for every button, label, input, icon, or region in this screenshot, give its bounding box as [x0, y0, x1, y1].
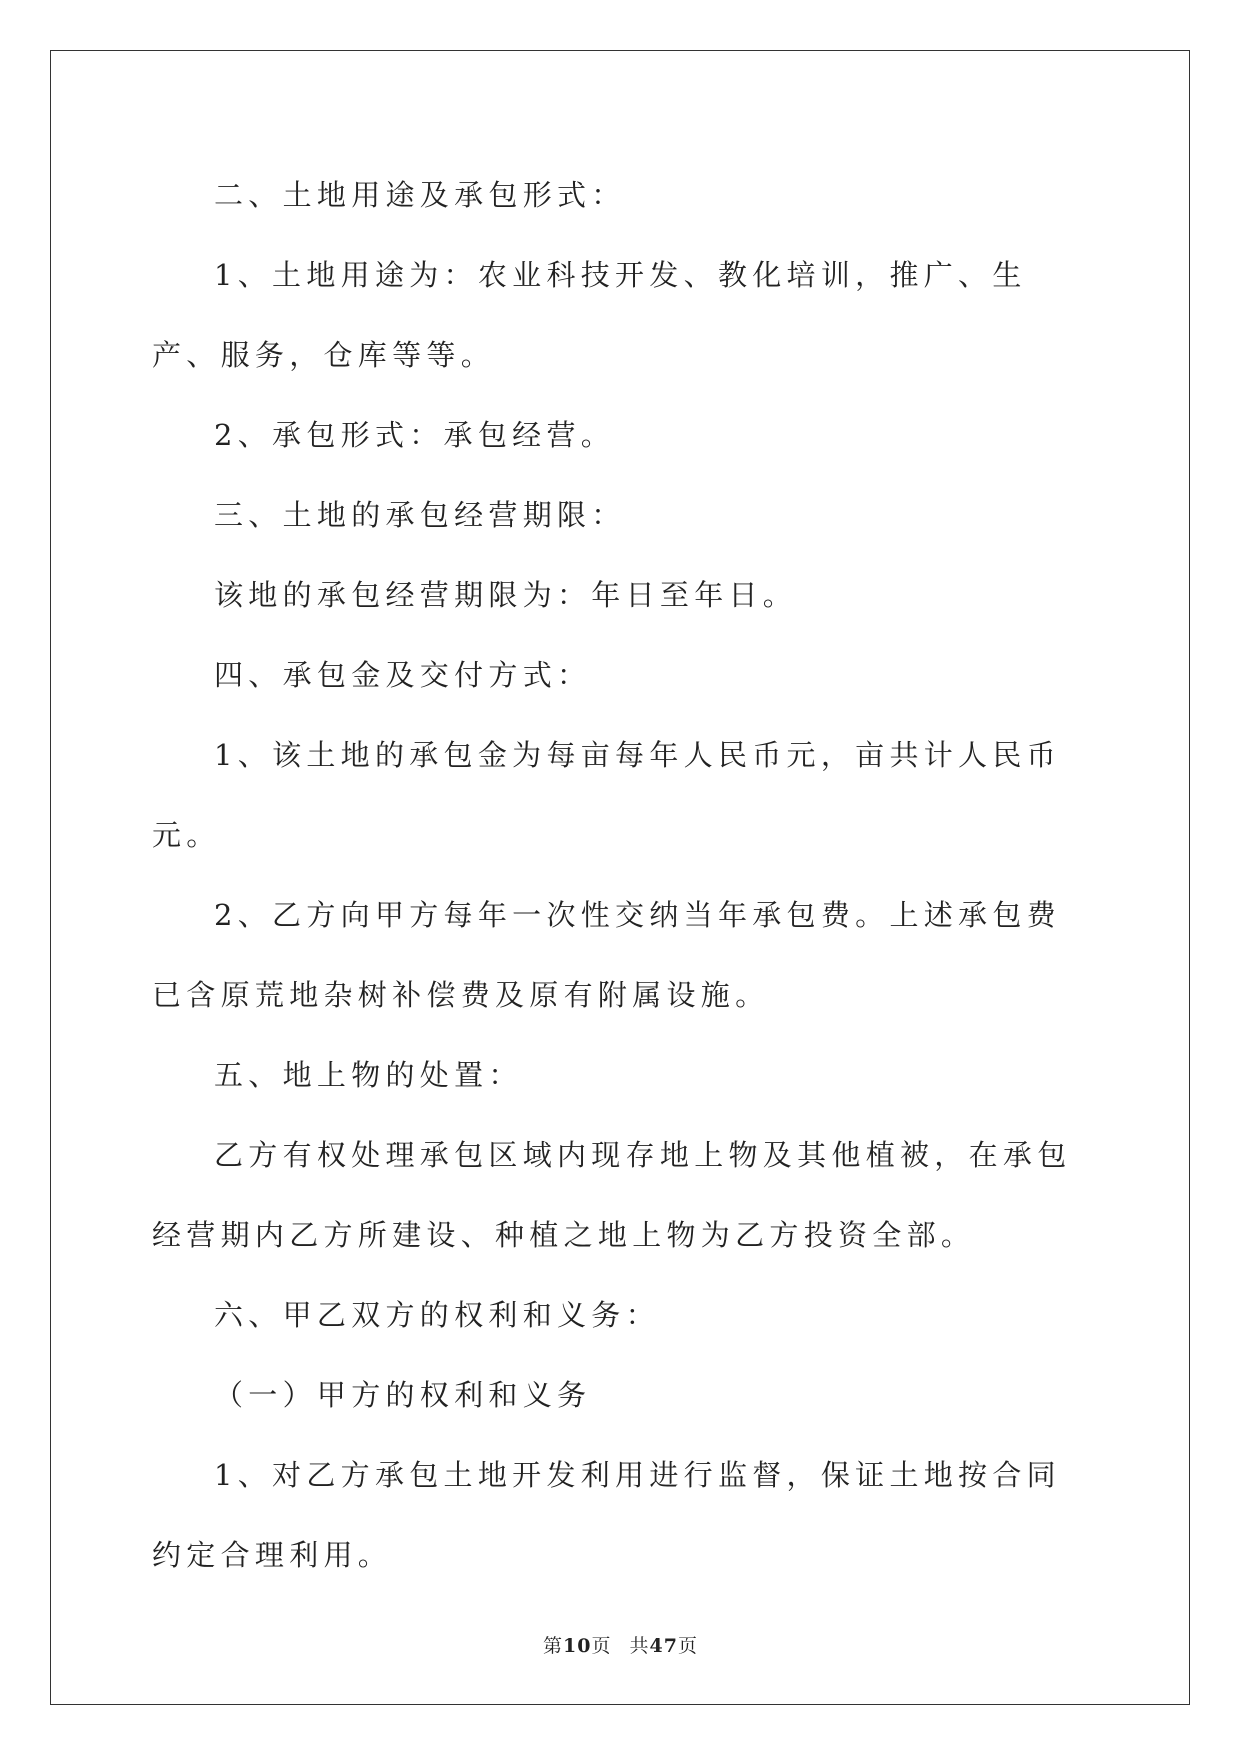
body-paragraph: 该地的承包经营期限为：年日至年日。 [214, 578, 798, 612]
body-paragraph: 1、对乙方承包土地开发利用进行监督，保证土地按合同约定合理利用。 [152, 1458, 1061, 1572]
document-body [152, 155, 1092, 1595]
section-heading: 三、土地的承包经营期限： [214, 498, 626, 532]
footer-page-unit: 页 [591, 1635, 612, 1657]
subsection-heading: （一）甲方的权利和义务 [214, 1378, 592, 1412]
body-paragraph: 2、乙方向甲方每年一次性交纳当年承包费。上述承包费已含原荒地杂树补偿费及原有附属设施。 [152, 898, 1061, 1012]
total-pages: 47 [649, 1635, 678, 1657]
page-footer [0, 1631, 1241, 1658]
page-number: 10 [563, 1635, 592, 1657]
body-paragraph: 1、土地用途为：农业科技开发、教化培训，推广、生产、服务，仓库等等。 [152, 258, 1027, 372]
section-heading: 五、地上物的处置： [214, 1058, 523, 1092]
body-paragraph: 2、承包形式：承包经营。 [214, 418, 616, 452]
body-paragraph: 1、该土地的承包金为每亩每年人民币元，亩共计人民币元。 [152, 738, 1061, 852]
footer-total-prefix: 共 [629, 1635, 650, 1657]
footer-total-unit: 页 [677, 1635, 698, 1657]
section-heading: 四、承包金及交付方式： [214, 658, 592, 692]
footer-prefix: 第 [543, 1635, 564, 1657]
body-paragraph: 乙方有权处理承包区域内现存地上物及其他植被，在承包经营期内乙方所建设、种植之地上物为乙方投资全部。 [152, 1138, 1072, 1252]
section-heading: 六、甲乙双方的权利和义务： [214, 1298, 660, 1332]
section-heading: 二、土地用途及承包形式： [214, 178, 626, 212]
